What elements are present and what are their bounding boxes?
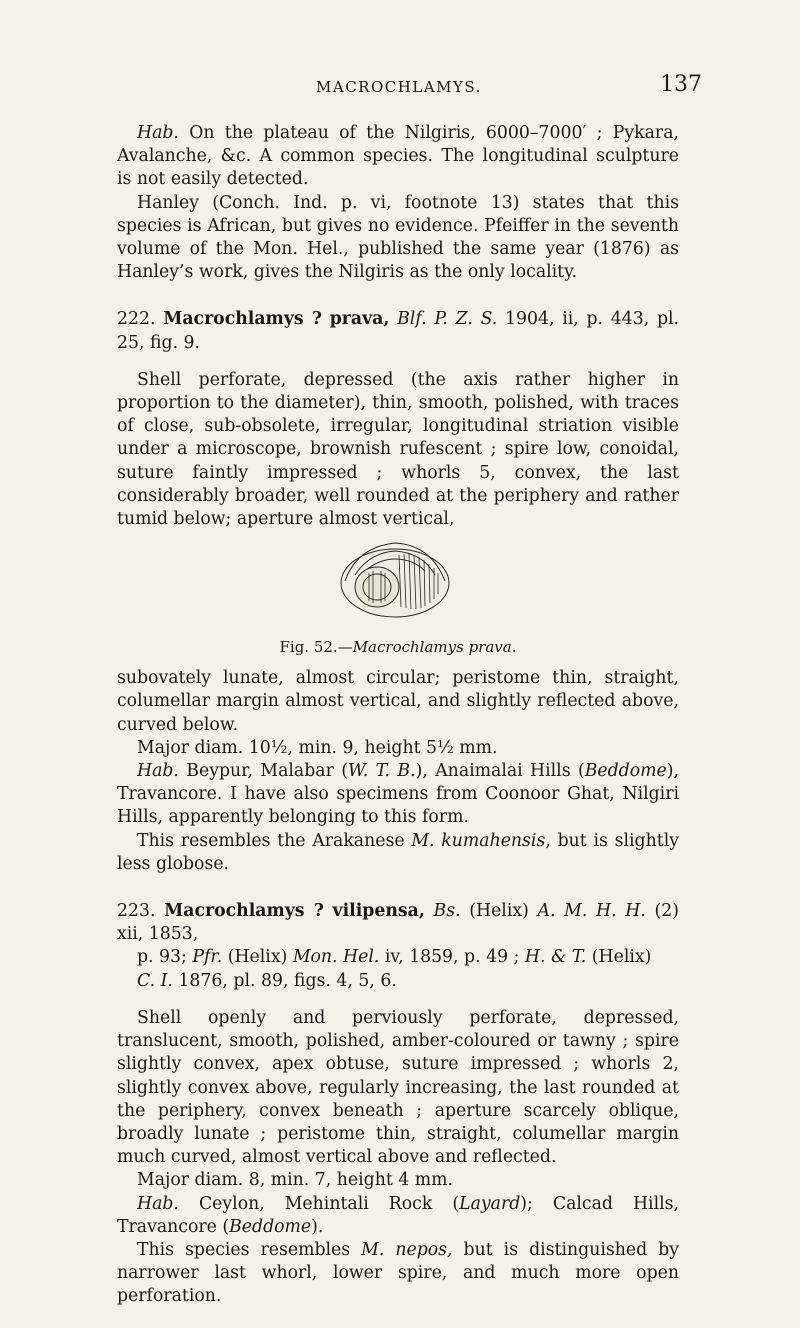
collector-name: W. T. B. [347, 761, 416, 782]
citation-journal: C. I. [137, 970, 173, 991]
citation-author: Blf. P. Z. S. [397, 309, 498, 330]
genus-name: Macrochlamys ? [164, 901, 324, 922]
compared-species: M. nepos, [361, 1239, 453, 1260]
intro-habitat-paragraph [117, 122, 679, 192]
species-222-description-1: Shell perforate, depressed (the axis rather higher in proportion to the diameter), thin, smooth, polished, with traces of close, sub-obsolete, irregular, longitudinal striation visible under a microscope, brownish rufescent ; spire low, conoidal, suture faintly impressed ; whorls 5, convex, the last considerably broader, well rounded at the periphery and rather tumid below; aperture almost vertical, [117, 369, 679, 530]
remark-text: but is distinguished by narrower last whorl, lower spire, and much more open perforation. [117, 1239, 679, 1307]
shell-illustration [335, 531, 455, 629]
citation-author: Bs. [433, 901, 461, 922]
species-number: 223. [117, 901, 156, 922]
running-title: MACROCHLAMYS. [316, 78, 482, 96]
remark-text: , but is slightly less globose. [117, 830, 679, 874]
species-222-dimensions: Major diam. 10½, min. 9, height 5½ mm. [137, 737, 498, 758]
citation-journal: Mon. Hel. [292, 947, 380, 968]
hab-text: ), Anaimalai Hills ( [415, 761, 585, 782]
species-number: 222. [117, 309, 156, 330]
page-number: 137 [660, 72, 702, 97]
citation-text: (Helix) [586, 947, 652, 968]
hab-text: Beypur, Malabar ( [178, 761, 348, 782]
figure-52 [117, 531, 679, 631]
species-222-remarks [117, 830, 679, 876]
hab-text: ), Travancore. I have also specimens from Coonoor Ghat, Nilgiri Hills, apparently belonging to this form. [117, 761, 680, 828]
citation-text: iv, 1859, p. 49 ; [379, 947, 525, 968]
collector-name: Beddome [229, 1216, 312, 1237]
figure-caption [117, 637, 679, 657]
species-name: vilipensa, [332, 901, 425, 922]
hab-text: ); Calcad Hills, Travancore ( [117, 1193, 679, 1237]
figure-label: Fig. 52.— [279, 638, 353, 657]
genus-name: Macrochlamys ? [163, 309, 322, 330]
hab-label: Hab. [137, 1193, 179, 1214]
species-223-remarks [117, 1239, 679, 1309]
species-223-dimensions: Major diam. 8, min. 7, height 4 mm. [137, 1170, 454, 1191]
hab-label: Hab. [137, 761, 179, 782]
remark-text: This species resembles [137, 1239, 362, 1260]
collector-name: Layard [459, 1193, 521, 1214]
species-222-heading [117, 308, 679, 354]
citation-author: Pfr. [192, 947, 228, 968]
citation-text: p. 93; [137, 947, 193, 968]
species-223-heading [117, 900, 679, 993]
species-222-description-2: subovately lunate, almost circular; peristome thin, straight, columellar margin almost vertical, and slightly reflected above, curved below. [117, 668, 679, 735]
collector-name: Beddome [584, 761, 667, 782]
hab-text: Ceylon, Mehintali Rock ( [178, 1193, 460, 1214]
species-name: prava, [329, 309, 390, 330]
species-223-description: Shell openly and perviously perforate, depressed, translucent, smooth, polished, amber-coloured or tawny ; spire slightly convex, apex obtuse, suture impressed ; whorls 2, slightly convex above, regularly increasing, the last rounded at the periphery, convex beneath ; aperture scarcely oblique, broadly lunate ; peristome thin, straight, columellar margin much curved, almost vertical above and reflected. [117, 1007, 679, 1168]
species-223-habitat [117, 1193, 679, 1239]
species-222-habitat [117, 760, 679, 830]
citation-author: H. & T. [524, 947, 587, 968]
remark-text: This resembles the Arakanese [137, 830, 412, 851]
page-header [0, 72, 800, 102]
intro-hanley-paragraph: Hanley (Conch. Ind. p. vi, footnote 13) states that this species is African, but gives no evidence. Pfeiffer in the seventh volume of the Mon. Hel., published the same year (1876) as Hanley’s work, gives the Nilgiris as the only locality. [117, 192, 679, 283]
citation-text: 1876, pl. 89, figs. 4, 5, 6. [172, 970, 397, 991]
compared-species: M. kumahensis [411, 830, 546, 851]
hab-text: ). [311, 1216, 324, 1237]
hab-label: Hab. [137, 123, 179, 143]
page-body [117, 122, 679, 1309]
citation-text: (Helix) [227, 947, 293, 968]
citation-text: (2) xii, 1853, [117, 901, 679, 945]
intro-hab-text: On the plateau of the Nilgiris, 6000–7000′ ; Pykara, Avalanche, &c. A common species. The longitudinal sculpture is not easily detected. [117, 123, 679, 190]
figure-title: Macrochlamys prava. [352, 638, 517, 657]
citation-text: (Helix) [460, 901, 538, 922]
citation-text: 1904, ii, p. 443, pl. 25, fig. 9. [117, 309, 680, 353]
citation-journal: A. M. H. H. [537, 901, 646, 922]
